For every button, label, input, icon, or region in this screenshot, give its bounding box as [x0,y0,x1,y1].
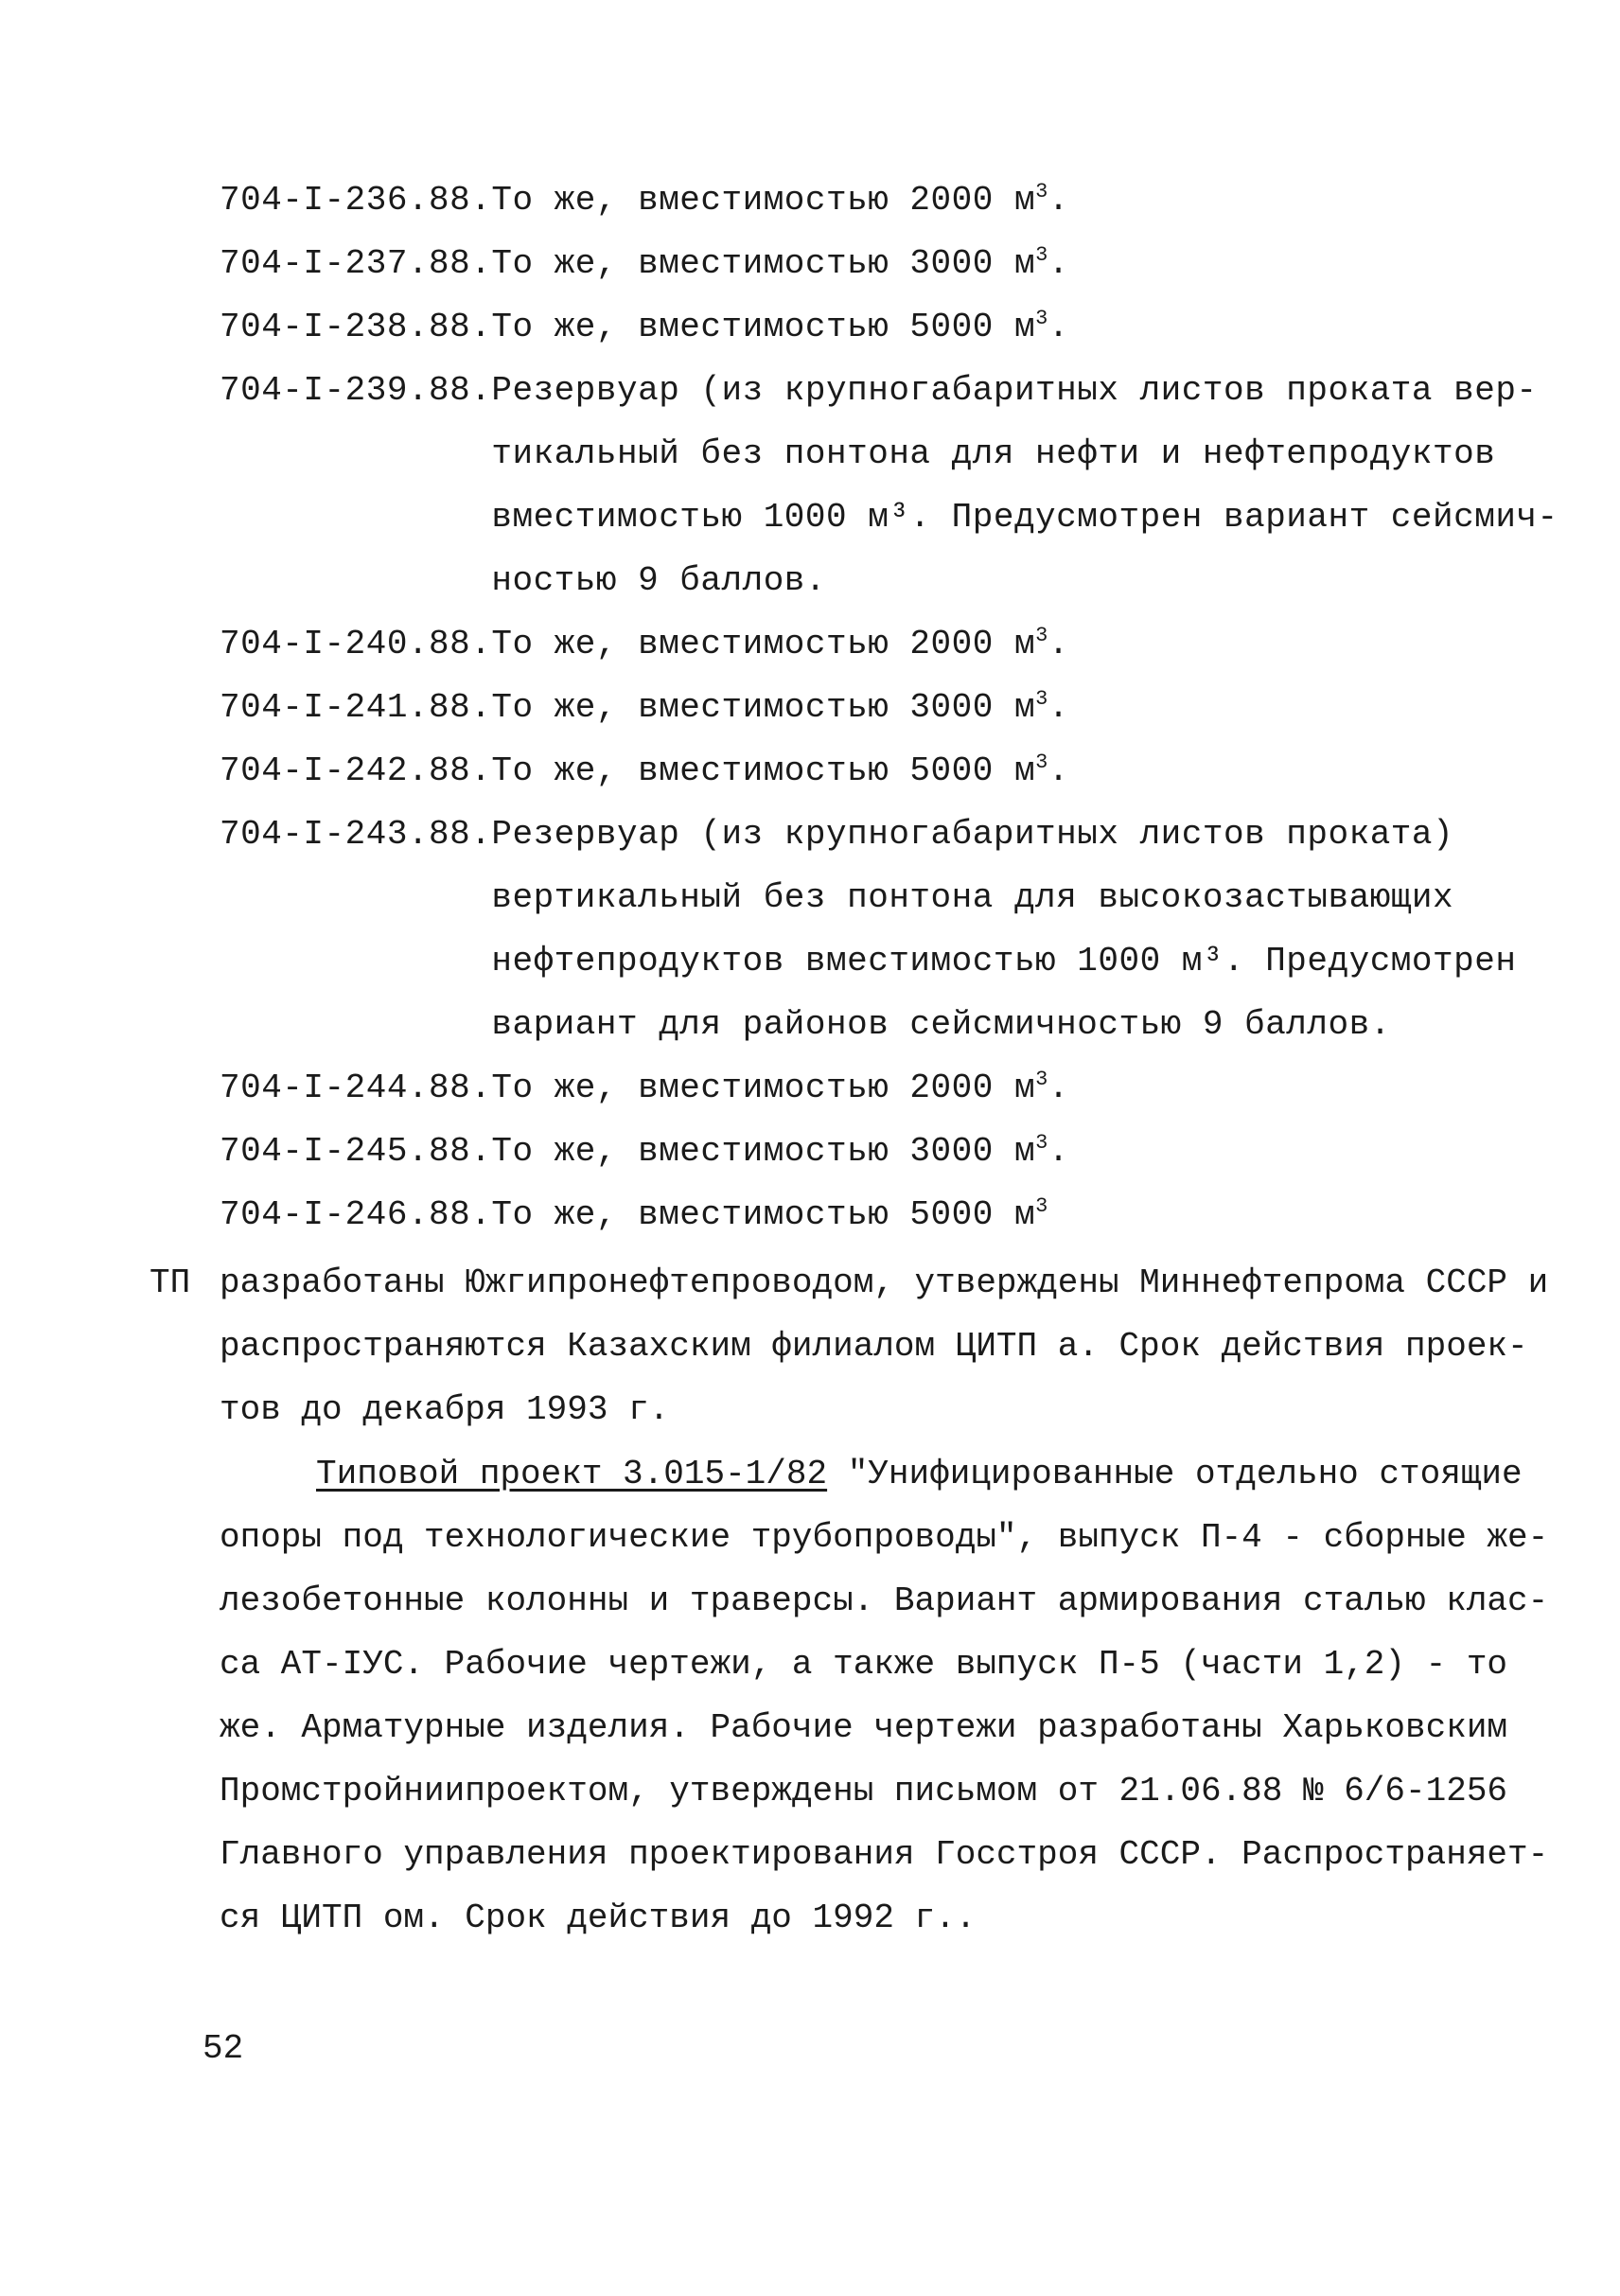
description-line: ностью 9 баллов. [491,561,827,600]
entry-code: 704-I-241.88. [220,688,492,727]
catalog-entry [220,1183,1478,1246]
project-line: лезобетонные колонны и траверсы. Вариант армирования сталью клас- [220,1581,1549,1620]
description-line: тикальный без понтона для нефти и нефтепродуктов [491,434,1496,473]
tp-note-text [220,1251,1548,1441]
catalog-entry [220,168,1478,232]
page-number: 52 [202,2029,244,2068]
catalog-entries [220,168,1558,1246]
project-line: опоры под технологические трубопроводы", выпуск П-4 - сборные же- [220,1518,1549,1557]
entry-description [491,359,1558,612]
entry-code: 704-I-245.88. [220,1132,492,1171]
entry-code: 704-I-239.88. [220,371,492,410]
description-line: вертикальный без понтона для высокозастывающих [491,878,1454,917]
tp-note-line: тов до декабря 1993 г. [220,1390,670,1429]
project-line: Промстройниипроектом, утверждены письмом от 21.06.88 № 6/6-1256 [220,1772,1508,1810]
catalog-entry [220,359,1558,612]
entry-description: То же, вместимостью 2000 $м^3$. [491,624,1069,663]
catalog-entry [220,295,1478,359]
entry-description: То же, вместимостью 5000 $м^3$. [491,751,1069,790]
entry-code: 704-I-246.88. [220,1195,492,1234]
catalog-entry [220,1056,1478,1120]
description-line: нефтепродуктов вместимостью 1000 м³. Предусмотрен [491,942,1517,980]
entry-description: То же, вместимостью 3000 $м^3$. [491,687,1069,727]
entry-description: То же, вместимостью 3000 $м^3$. [491,243,1069,283]
entry-description: То же, вместимостью 5000 $м^3$. [491,307,1069,346]
entry-description: То же, вместимостью 5000 $м^3$ [491,1194,1048,1234]
entry-code: 704-I-242.88. [220,751,492,790]
entry-code: 704-I-244.88. [220,1069,492,1107]
entry-description [491,803,1516,1056]
tp-abbreviation: ТП [150,1263,191,1302]
typical-project-paragraph [220,1442,1549,1950]
entry-description: То же, вместимостью 2000 $м^3$. [491,1068,1069,1107]
catalog-entry [220,612,1478,676]
tp-note-line: распространяются Казахским филиалом ЦИТП а. Срок действия проек- [220,1327,1528,1366]
catalog-entry [220,676,1478,739]
tp-note [150,1251,1549,1441]
project-heading: Типовой проект 3.015-1/82 [316,1455,828,1493]
description-line: вариант для районов сейсмичностью 9 баллов. [491,1005,1391,1044]
catalog-entry [220,803,1517,1056]
entry-description: То же, вместимостью 3000 $м^3$. [491,1131,1069,1171]
project-line: Главного управления проектирования Госстроя СССР. Распространяет- [220,1835,1549,1874]
catalog-entry [220,739,1478,803]
project-line: са АТ-IУС. Рабочие чертежи, а также выпуск П-5 (части 1,2) - то [220,1645,1508,1684]
tp-note-line: разработаны Южгипронефтепроводом, утверждены Миннефтепрома СССР и [220,1263,1549,1302]
catalog-entry [220,1120,1478,1183]
catalog-entry [220,232,1478,295]
project-line: ся ЦИТП ом. Срок действия до 1992 г.. [220,1899,977,1937]
project-line: же. Арматурные изделия. Рабочие чертежи разработаны Харьковским [220,1708,1508,1747]
description-line: Резервуар (из крупногабаритных листов проката) [491,815,1454,854]
entry-code: 704-I-236.88. [220,181,492,220]
description-line: вместимостью 1000 м³. Предусмотрен вариант сейсмич- [491,498,1558,537]
entry-code: 704-I-237.88. [220,244,492,283]
project-first-line: Типовой проект 3.015-1/82 "Унифицированные отдельно стоящие [316,1455,1523,1493]
entry-code: 704-I-238.88. [220,308,492,346]
entry-code: 704-I-240.88. [220,625,492,663]
description-line: Резервуар (из крупногабаритных листов проката вер- [491,371,1538,410]
entry-description: То же, вместимостью 2000 $м^3$. [491,180,1069,220]
entry-code: 704-I-243.88. [220,815,492,854]
